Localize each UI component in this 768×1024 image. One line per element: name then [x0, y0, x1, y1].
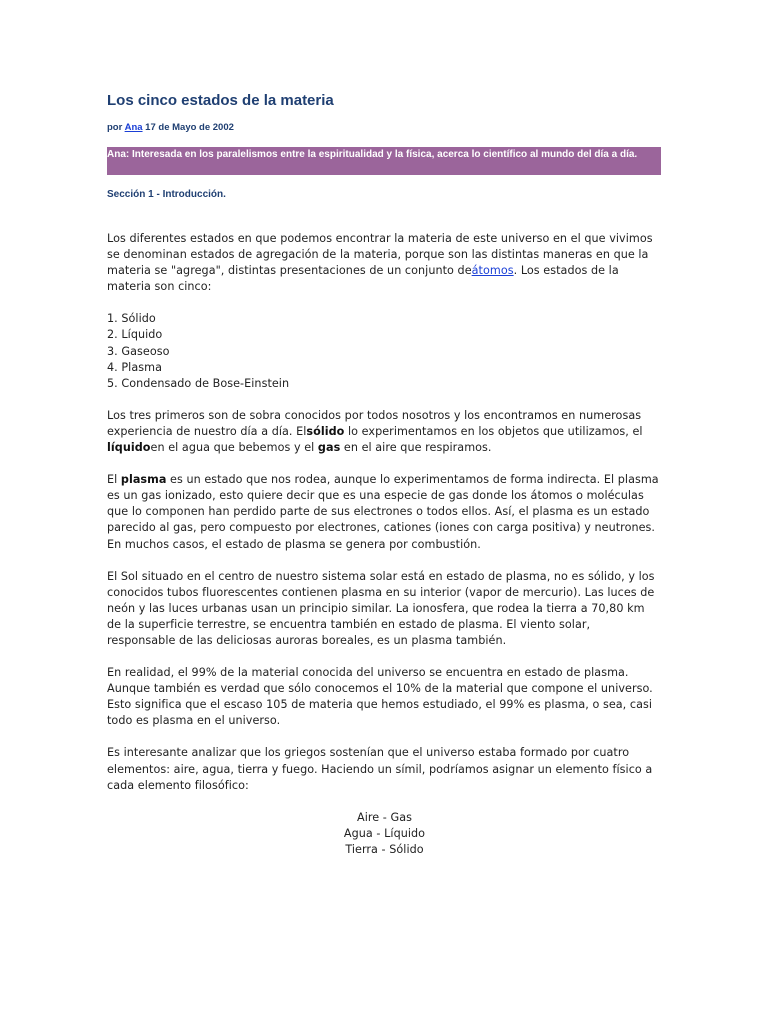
paragraph-text: en el agua que bebemos y el	[150, 441, 318, 455]
paragraph-universe: En realidad, el 99% de la material conocida del universo se encuentra en estado de plasma. Aunque también es verdad que sólo conocemos el 10% de la material que compone el universo. Esto significa que el escaso 105 de materia que hemos estudiado, el 99% es plasma, o sea, casi todo es plasma en el universo.	[107, 666, 653, 728]
list-item: Agua - Líquido	[343, 826, 426, 840]
states-list	[107, 311, 662, 391]
article-body	[107, 231, 662, 858]
paragraph-greeks: Es interesante analizar que los griegos sostenían que el universo estaba formado por cuatro elementos: aire, agua, tierra y fuego. Haciendo un símil, podríamos asignar un elemento físico a cada elemento filosófico:	[107, 746, 653, 792]
section-heading: Sección 1 - Introducción.	[107, 189, 226, 200]
paragraph-text: es un estado que nos rodea, aunque lo experimentamos de forma indirecta. El plasma es un gas ionizado, esto quiere decir que es una especie de gas donde los átomos o moléculas que lo componen han perdido parte de sus electrones o todos ellos. Así, el plasma es un estado parecido al gas, pero compuesto por electrones, cationes (iones con carga positiva) y neutrones. En muchos casos, el estado de plasma se genera por combustión.	[107, 473, 659, 551]
list-item: 5. Condensado de Bose-Einstein	[107, 376, 290, 390]
list-item: Tierra - Sólido	[345, 842, 424, 856]
publish-date: 17 de Mayo de 2002	[142, 122, 234, 133]
paragraph-text: Los tres primeros son de sobra conocidos por todos nosotros y los encontramos en numerosas experiencia de nuestro día a día. El	[107, 408, 642, 438]
author-banner: Ana: Interesada en los paralelismos entre la espiritualidad y la física, acerca lo científico al mundo del día a día.	[107, 147, 661, 175]
author-link[interactable]: Ana	[124, 122, 143, 133]
list-item: 3. Gaseoso	[107, 344, 170, 358]
paragraph-plasma	[107, 472, 662, 552]
paragraph-text: . Los estados de la materia son cinco:	[107, 264, 619, 294]
paragraph-text: El	[107, 473, 121, 487]
emphasis-plasma: plasma	[120, 473, 167, 487]
paragraph-sun: El Sol situado en el centro de nuestro sistema solar está en estado de plasma, no es sólido, y los conocidos tubos fluorescentes contienen plasma en su interior (vapor de mercurio). Las luces de neón y las luces urbanas usan un principio similar. La ionosfera, que rodea la tierra a 70,80 km de la superficie terrestre, se encuentra también en estado de plasma. El viento solar, responsable de las deliciosas auroras boreales, es un plasma también.	[107, 569, 655, 647]
list-item: Aire - Gas	[356, 810, 412, 824]
emphasis-liquido: líquido	[107, 441, 151, 455]
page-title: Los cinco estados de la materia	[107, 92, 334, 109]
byline	[107, 122, 234, 133]
list-item: 1. Sólido	[107, 312, 156, 326]
list-item: 4. Plasma	[107, 360, 162, 374]
atomos-link[interactable]: átomos	[471, 264, 514, 278]
paragraph-common-states	[107, 408, 662, 456]
paragraph-text: lo experimentamos en los objetos que utilizamos, el	[344, 424, 643, 438]
paragraph-text: Los diferentes estados en que podemos encontrar la materia de este universo en el que vivimos se denominan estados de agregación de la materia, porque son las distintas maneras en que la materia se "agrega", distintas presentaciones de un conjunto de	[107, 232, 653, 278]
byline-prefix: por	[107, 122, 125, 133]
emphasis-gas: gas	[317, 441, 341, 455]
paragraph-text: en el aire que respiramos.	[340, 441, 492, 455]
emphasis-solido: sólido	[306, 424, 345, 438]
element-pairs	[107, 810, 662, 858]
paragraph-intro	[107, 231, 662, 295]
list-item: 2. Líquido	[107, 328, 163, 342]
